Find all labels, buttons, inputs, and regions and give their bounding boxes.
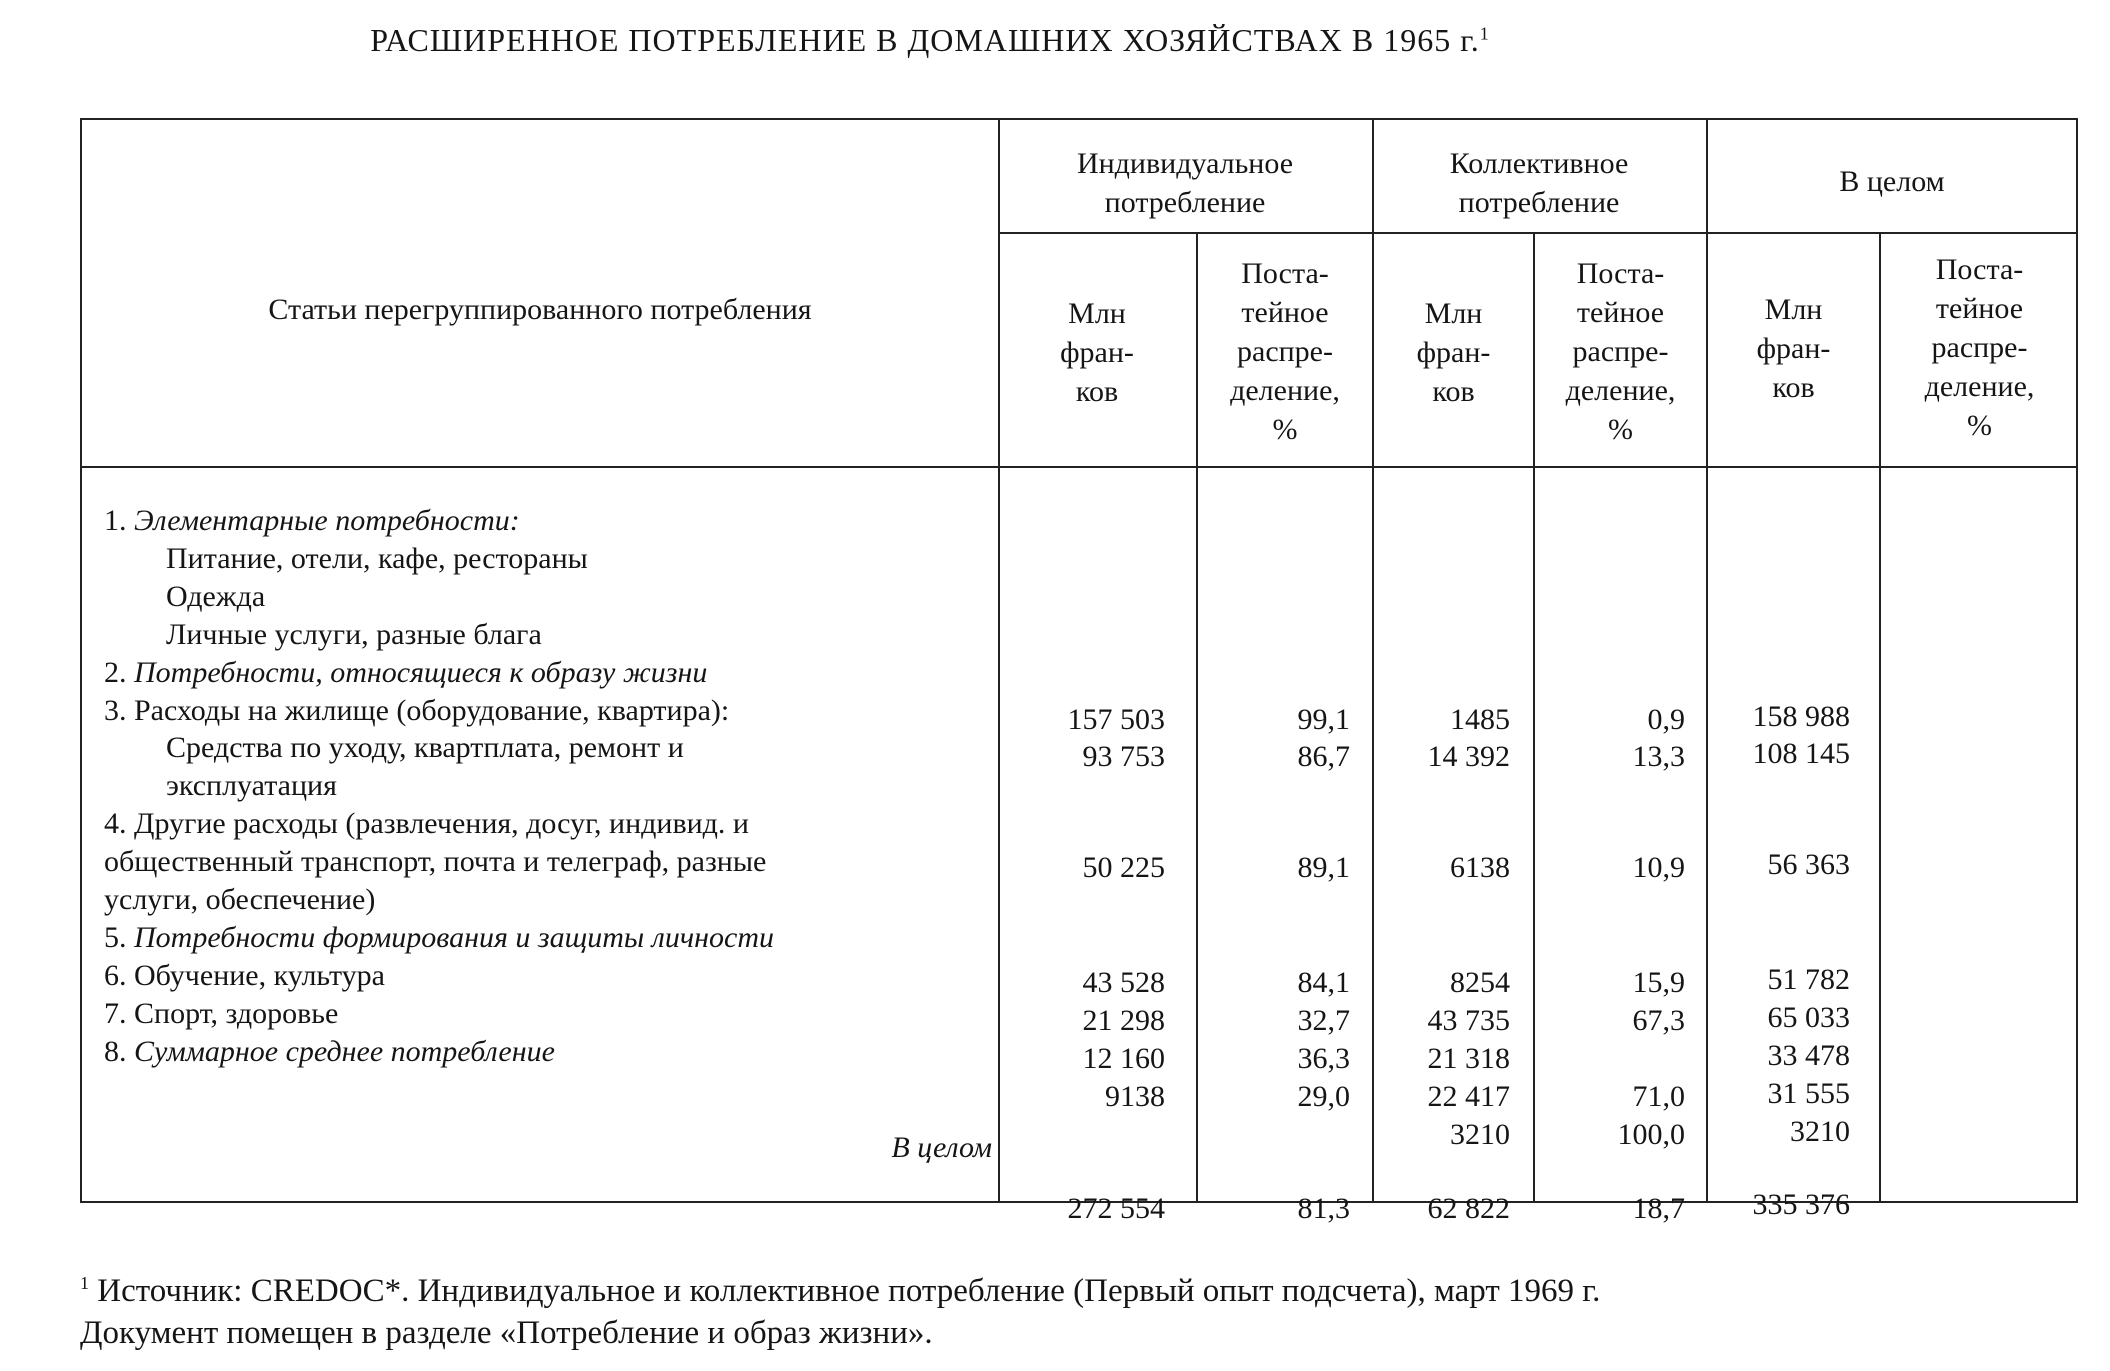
row-label <box>104 919 994 957</box>
value-cell-col: 22 417 <box>1427 1080 1510 1113</box>
subcol-label: распре- <box>1572 335 1669 368</box>
table-divider <box>82 466 2078 468</box>
value-cell-col: 14 392 <box>1427 740 1510 773</box>
group-header-individual <box>998 144 1372 222</box>
group-header-collective <box>1372 144 1706 222</box>
row-label: Средства по уходу, квартплата, ремонт и <box>166 731 684 765</box>
subcol-label: % <box>1272 413 1298 446</box>
value-cell-col: 3210 <box>1450 1118 1510 1151</box>
row-label: 4. Другие расходы (развлечения, досуг, индивид. и <box>104 807 749 841</box>
subcol-label: тейное <box>1576 296 1665 329</box>
subcol-label: фран- <box>1416 336 1491 369</box>
footnote-source: Источник: CREDOC*. Индивидуальное и коллективное потребление (Первый опыт подсчета), март 1969 г. <box>97 1273 1601 1309</box>
value-cell-ind_p: 86,7 <box>1297 740 1350 773</box>
value-cell-ind_p: 99,1 <box>1297 703 1350 736</box>
row-label: эксплуатация <box>166 769 337 803</box>
row-label-text: Потребности формирования и защиты личности <box>134 920 774 954</box>
subcol-amount-individual <box>998 294 1196 411</box>
subcol-label: деление, <box>1230 374 1340 407</box>
row-label-text: Суммарное среднее потребление <box>134 1034 555 1068</box>
value-cell-ind: 21 298 <box>1082 1004 1165 1037</box>
row-number: 8. <box>104 1034 134 1068</box>
value-cell-col_p: 71,0 <box>1632 1080 1685 1113</box>
subcol-label: Млн <box>1424 297 1483 330</box>
group-label: Коллективное <box>1449 147 1629 180</box>
value-cell-ind: 272 554 <box>1067 1192 1165 1225</box>
table-divider <box>1372 120 1374 1201</box>
row-labels <box>104 502 994 1071</box>
value-cell-col_p: 0,9 <box>1647 703 1685 736</box>
subcol-label: распре- <box>1931 331 2028 364</box>
row-label: Личные услуги, разные блага <box>166 617 542 651</box>
row-label: общественный транспорт, почта и телеграф, разные <box>104 845 767 879</box>
row-number: 1. <box>104 504 134 537</box>
row-label: Питание, отели, кафе, рестораны <box>166 541 588 575</box>
row-label: 7. Спорт, здоровье <box>104 996 339 1030</box>
value-cell-col: 1485 <box>1450 703 1510 736</box>
value-cell-ind: 9138 <box>1105 1080 1165 1113</box>
subcol-share-total <box>1881 250 2078 445</box>
value-cell-ind_p: 84,1 <box>1297 966 1350 999</box>
row-label <box>104 1033 994 1071</box>
value-cell-col_p: 10,9 <box>1632 851 1685 884</box>
value-cell-ind_p: 89,1 <box>1297 851 1350 884</box>
page-title <box>0 22 1860 59</box>
value-cell-tot: 108 145 <box>1752 737 1850 770</box>
row-number: 2. <box>104 655 134 689</box>
group-header-total <box>1706 162 2078 201</box>
value-cell-col_p: 13,3 <box>1632 740 1685 773</box>
subcol-amount-total <box>1708 290 1879 407</box>
value-cell-tot: 56 363 <box>1767 848 1850 881</box>
value-cell-col: 21 318 <box>1427 1042 1510 1075</box>
title-text: РАСШИРЕННОЕ ПОТРЕБЛЕНИЕ В ДОМАШНИХ ХОЗЯЙСТВАХ В 1965 г. <box>370 22 1480 58</box>
value-cell-ind_p: 32,7 <box>1297 1004 1350 1037</box>
value-cell-tot: 3210 <box>1790 1115 1850 1148</box>
value-cell-ind: 93 753 <box>1082 740 1165 773</box>
value-cell-ind_p: 29,0 <box>1297 1080 1350 1113</box>
subcol-label: % <box>1967 409 1992 442</box>
row-label: услуги, обеспечение) <box>104 883 376 917</box>
value-cell-col_p: 15,9 <box>1632 966 1685 999</box>
value-cell-col: 8254 <box>1450 966 1510 999</box>
subcol-amount-collective <box>1374 294 1533 411</box>
value-cell-ind: 50 225 <box>1082 851 1165 884</box>
subcol-label: деление, <box>1924 370 2035 403</box>
row-label-text: Потребности, относящиеся к образу жизни <box>134 655 708 689</box>
group-label: потребление <box>1104 186 1266 219</box>
row-label <box>104 654 994 692</box>
group-label: Индивидуальное <box>1076 147 1294 180</box>
value-cell-tot: 33 478 <box>1767 1039 1850 1072</box>
value-cell-ind_p: 81,3 <box>1297 1192 1350 1225</box>
subcol-label: Поста- <box>1576 257 1665 290</box>
row-header: Статьи перегруппированного потребления <box>268 293 812 326</box>
value-cell-col: 6138 <box>1450 851 1510 884</box>
subcol-label: % <box>1608 413 1633 446</box>
value-cell-ind: 157 503 <box>1067 703 1165 736</box>
subcol-label: ков <box>1432 375 1475 408</box>
subcol-share-collective <box>1535 254 1706 449</box>
subcol-label: ков <box>1772 371 1815 404</box>
subcol-label: фран- <box>1060 336 1134 369</box>
footnote-mark: 1 <box>80 1273 89 1293</box>
footnote-line <box>80 1262 2090 1312</box>
value-cell-tot: 335 376 <box>1752 1188 1850 1221</box>
value-cell-col: 62 822 <box>1427 1192 1510 1225</box>
group-label: потребление <box>1458 186 1620 219</box>
value-cell-col: 43 735 <box>1427 1004 1510 1037</box>
subcol-share-individual <box>1198 254 1372 449</box>
subcol-label: тейное <box>1935 292 2024 325</box>
row-label-text: Элементарные потребности: <box>134 504 520 537</box>
value-cell-ind: 12 160 <box>1082 1042 1165 1075</box>
subcol-label: фран- <box>1756 332 1831 365</box>
subcol-label: Млн <box>1068 297 1126 330</box>
subcol-label: распре- <box>1237 335 1333 368</box>
value-cell-tot: 158 988 <box>1752 700 1850 733</box>
footnote <box>80 1262 2090 1354</box>
subcol-label: тейное <box>1241 296 1329 329</box>
value-cell-ind_p: 36,3 <box>1297 1042 1350 1075</box>
value-cell-tot: 31 555 <box>1767 1077 1850 1110</box>
row-label: Одежда <box>166 579 266 613</box>
row-label <box>104 502 994 540</box>
footnote-line: Документ помещен в разделе «Потребление и образ жизни». <box>80 1315 933 1351</box>
value-cell-col_p: 100,0 <box>1617 1118 1685 1151</box>
value-cell-tot: 51 782 <box>1767 963 1850 996</box>
total-row-label: В целом <box>891 1131 992 1164</box>
value-cell-col_p: 67,3 <box>1632 1004 1685 1037</box>
table-divider <box>998 120 1000 1201</box>
value-cell-col_p: 18,7 <box>1632 1192 1685 1225</box>
subcol-label: Поста- <box>1241 257 1329 290</box>
row-label: 3. Расходы на жилище (оборудование, квартира): <box>104 693 730 727</box>
subcol-label: деление, <box>1565 374 1676 407</box>
table-divider <box>1706 120 1708 1201</box>
subcol-label: Поста- <box>1935 253 2024 286</box>
row-number: 5. <box>104 920 134 954</box>
value-cell-tot: 65 033 <box>1767 1001 1850 1034</box>
subcol-label: Млн <box>1764 293 1823 326</box>
value-cell-ind: 43 528 <box>1082 966 1165 999</box>
group-label: В целом <box>1839 165 1945 198</box>
consumption-table <box>80 118 2078 1225</box>
row-label: 6. Обучение, культура <box>104 958 385 992</box>
title-footnote-mark: 1 <box>1479 23 1490 44</box>
subcol-label: ков <box>1075 375 1119 408</box>
table-divider <box>998 232 2078 234</box>
